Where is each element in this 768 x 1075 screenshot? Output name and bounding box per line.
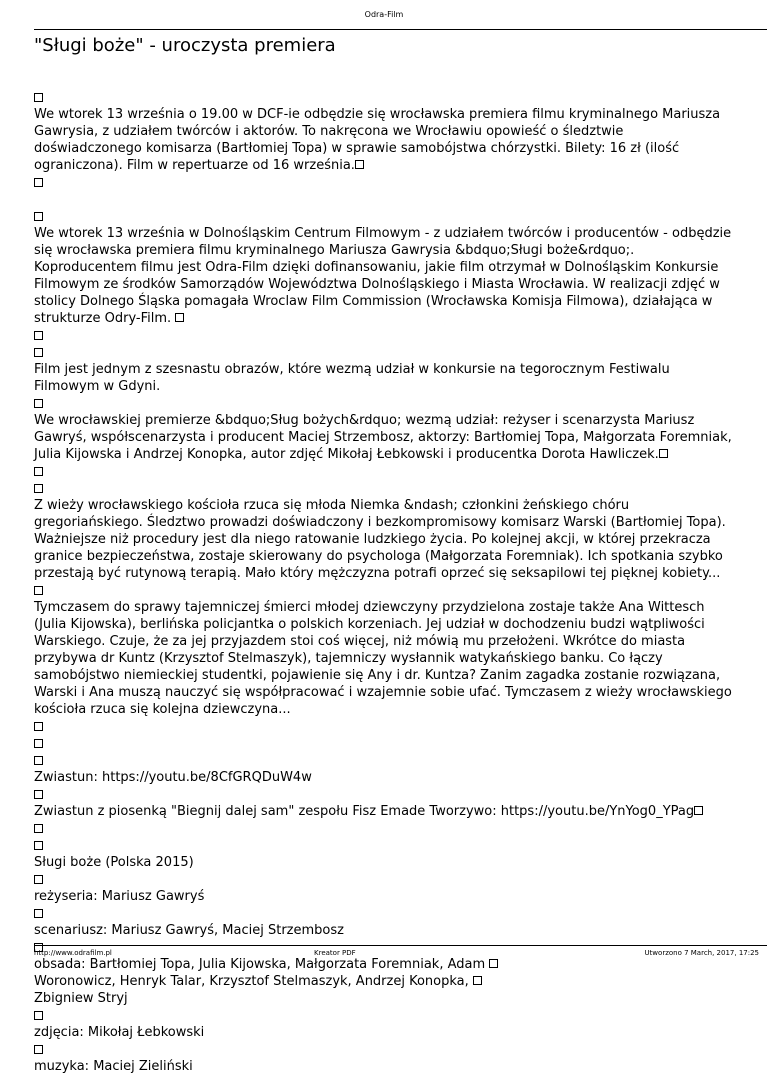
- missing-glyph-icon: [34, 722, 43, 731]
- placeholder-glyph-line: [34, 735, 734, 752]
- placeholder-glyph-line: [34, 786, 734, 803]
- photography-line: zdjęcia: Mikołaj Łebkowski: [34, 1025, 205, 1040]
- paragraph: We wrocławskiej premierze &bdquo;Sług bożych&rdquo; wezmą udział: reżyser i scenarzysta Mariusz Gawryś, współscenarzysta i producent Maciej Strzembosz, aktorzy: Bartłomiej Topa, Małgorzata Foremniak, Julia Kijowska i Andrzej Konopka, autor zdjęć Mikołaj Łebkowski i producentka Dorota Hawliczek.: [34, 413, 732, 462]
- paragraph: We wtorek 13 września w Dolnośląskim Centrum Filmowym - z udziałem twórców i producentów - odbędzie się wrocławska premiera filmu kryminalnego Mariusza Gawrysia &bdquo;Sługi boże&rdquo;. Koproducentem filmu jest Odra-Film dzięki dofinansowaniu, jakie film otrzymał w Dolnośląskim Konkursie Filmowym ze środków Samorządów Województwa Dolnośląskiego i Miasta Wrocławia. W realizacji zdjęć w stolicy Dolnego Śląska pomagała Wroclaw Film Commission (Wrocławska Komisja Filmowa), działająca w strukturze Odry-Film.: [34, 226, 732, 326]
- missing-glyph-icon: [34, 1011, 43, 1020]
- director-line: reżyseria: Mariusz Gawryś: [34, 889, 205, 904]
- missing-glyph-icon: [34, 756, 43, 765]
- missing-glyph-icon: [34, 348, 43, 357]
- placeholder-glyph-line: [34, 582, 734, 599]
- placeholder-glyph-line: [34, 820, 734, 837]
- film-title-line: Sługi boże (Polska 2015): [34, 855, 194, 870]
- placeholder-glyph-line: [34, 837, 734, 854]
- placeholder-glyph-line: [34, 718, 734, 735]
- missing-glyph-icon: [34, 467, 43, 476]
- placeholder-glyph-line: [34, 344, 734, 361]
- missing-glyph-icon: [473, 976, 482, 985]
- placeholder-glyph-line: [34, 871, 734, 888]
- paragraph: Z wieży wrocławskiego kościoła rzuca się młoda Niemka &ndash; członkini żeńskiego chóru gregoriańskiego. Śledztwo prowadzi doświadczony i bezkompromisowy komisarz Warski (Bartłomiej Topa). Ważniejsze niż procedury jest dla niego ratowanie ludzkiego życia. Po kolejnej akcji, w której przekracza granice bezpieczeństwa, zostaje skierowany do psychologa (Małgorzata Foremniak). Ich spotkania szybko przestają być rutynową terapią. Mało który mężczyzna potrafi oprzeć się seksapilowi tej pięknej kobiety...: [34, 498, 726, 581]
- missing-glyph-icon: [34, 790, 43, 799]
- page-title: "Sługi boże" - uroczysta premiera: [34, 35, 336, 56]
- placeholder-glyph-line: [34, 905, 734, 922]
- missing-glyph-icon: [175, 313, 184, 322]
- placeholder-glyph-line: [34, 89, 734, 106]
- footer-url[interactable]: http://www.odrafilm.pl: [34, 949, 112, 957]
- footer-created-date: Utworzono 7 March, 2017, 17:25: [644, 949, 759, 957]
- screenplay-line: scenariusz: Mariusz Gawryś, Maciej Strzembosz: [34, 923, 344, 938]
- missing-glyph-icon: [34, 1045, 43, 1054]
- paragraph: Tymczasem do sprawy tajemniczej śmierci młodej dziewczyny przydzielona zostaje także Ana Wittesch (Julia Kijowska), berlińska policjantka o polskich korzeniach. Jej udział w dochodzeniu budzi wątpliwości Warskiego. Czuje, że za jej przyjazdem stoi coś więcej, niż mówią mu przełożeni. Wkrótce do miasta przybywa dr Kuntz (Krzysztof Stelmaszyk), tajemniczy wysłannik watykańskiego banku. Co łączy samobójstwo niemieckiej studentki, pojawienie się Any i dr. Kuntza? Zanim zagadka zostanie rozwiązana, Warski i Ana muszą nauczyć się współpracować i wzajemnie sobie ufać. Tymczasem z wieży wrocławskiego kościoła rzuca się kolejna dziewczyna...: [34, 600, 732, 717]
- placeholder-glyph-line: [34, 463, 734, 480]
- missing-glyph-icon: [659, 449, 668, 458]
- missing-glyph-icon: [489, 959, 498, 968]
- placeholder-glyph-line: [34, 1041, 734, 1058]
- placeholder-glyph-line: [34, 752, 734, 769]
- placeholder-glyph-line: [34, 480, 734, 497]
- cast-line: obsada: Bartłomiej Topa, Julia Kijowska, Małgorzata Foremniak, Adam: [34, 956, 734, 973]
- placeholder-glyph-line: [34, 1007, 734, 1024]
- footer-divider: [34, 945, 767, 946]
- missing-glyph-icon: [694, 806, 703, 815]
- missing-glyph-icon: [34, 909, 43, 918]
- missing-glyph-icon: [34, 331, 43, 340]
- blank-line: [34, 191, 734, 208]
- placeholder-glyph-line: [34, 208, 734, 225]
- document-footer: [34, 947, 759, 957]
- paragraph: We wtorek 13 września o 19.00 w DCF-ie odbędzie się wrocławska premiera filmu kryminalnego Mariusza Gawrysia, z udziałem twórców i aktorów. To nakręcona we Wrocławiu opowieść o śledztwie doświadczonego komisarza (Bartłomiej Topa) w sprawie samobójstwa chórzystki. Bilety: 16 zł (ilość ograniczona). Film w repertuarze od 16 września.: [34, 107, 721, 173]
- missing-glyph-icon: [34, 212, 43, 221]
- music-line: muzyka: Maciej Zieliński: [34, 1059, 193, 1074]
- placeholder-glyph-line: [34, 174, 734, 191]
- cast-line: Woronowicz, Henryk Talar, Krzysztof Stelmaszyk, Andrzej Konopka,: [34, 973, 734, 990]
- missing-glyph-icon: [34, 484, 43, 493]
- missing-glyph-icon: [34, 875, 43, 884]
- document-header: [0, 10, 768, 19]
- missing-glyph-icon: [34, 178, 43, 187]
- article-body: [34, 89, 734, 1075]
- missing-glyph-icon: [34, 824, 43, 833]
- paragraph: Film jest jednym z szesnastu obrazów, które wezmą udział w konkursie na tegorocznym Festiwalu Filmowym w Gdyni.: [34, 362, 670, 394]
- trailer-link[interactable]: Zwiastun z piosenką "Biegnij dalej sam" zespołu Fisz Emade Tworzywo: https://youtu.be/YnYog0_YPag: [34, 803, 734, 820]
- header-divider: [34, 29, 767, 30]
- placeholder-glyph-line: [34, 327, 734, 344]
- missing-glyph-icon: [34, 739, 43, 748]
- missing-glyph-icon: [34, 586, 43, 595]
- trailer-link[interactable]: Zwiastun: https://youtu.be/8CfGRQDuW4w: [34, 770, 312, 785]
- cast-line: Zbigniew Stryj: [34, 991, 128, 1006]
- missing-glyph-icon: [355, 160, 364, 169]
- missing-glyph-icon: [34, 841, 43, 850]
- footer-generator: Kreator PDF: [314, 949, 356, 957]
- missing-glyph-icon: [34, 93, 43, 102]
- site-name: Odra-Film: [364, 10, 404, 19]
- placeholder-glyph-line: [34, 395, 734, 412]
- missing-glyph-icon: [34, 399, 43, 408]
